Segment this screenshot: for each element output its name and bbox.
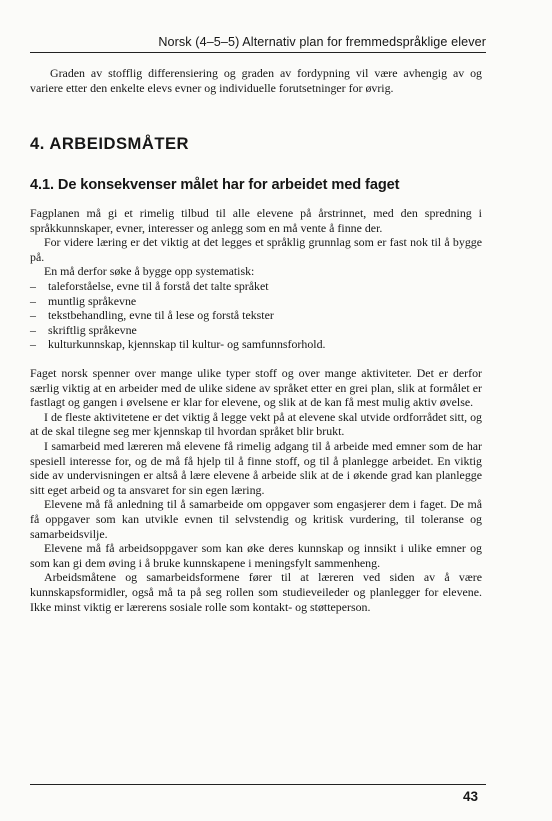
list-item-text: taleforståelse, evne til å forstå det talte språket [48,278,269,293]
list-marker: – [30,322,36,337]
paragraph: Elevene må få arbeidsoppgaver som kan øke deres kunnskap og innsikt i ulike emner og som kan gi dem øving i å bruke kunnskapene i meningsfylt sammenheng. [30,541,482,570]
list-marker: – [30,278,36,293]
paragraph: En må derfor søke å bygge opp systematisk: [44,264,255,279]
list-item-text: skriftlig språkevne [48,322,137,337]
paragraph: I de fleste aktivitetene er det viktig å legge vekt på at elevene skal utvide ordforrådet sitt, og at de skal tilegne seg mer kjennskap til hvordan språket blir brukt. [30,409,482,439]
paragraph: Faget norsk spenner over mange ulike typer stoff og over mange aktiviteter. Det er derfor særlig viktig at en arbeider med de ulike sidene av språket etter en grei plan, slik at formålet er fastlagt og gangen i øvelsene er klar for elevene, og slik at de kan få mest mulig aktiv øvelse. [30,366,482,410]
section-heading: 4. ARBEIDSMÅTER [30,134,190,153]
paragraph: Elevene må få anledning til å samarbeide om oppgaver som engasjerer dem i faget. De må få oppgaver som kan utvikle evnen til selvstendig og kritisk vurdering, til toleranse og samarbeidsvilje. [30,497,482,541]
skills-list [30,279,482,352]
running-header: Norsk (4–5–5) Alternativ plan for fremmedspråklige elever [158,35,486,49]
header-rule [30,52,486,53]
subsection-heading: 4.1. De konsekvenser målet har for arbeidet med faget [30,177,400,193]
list-item-text: muntlig språkevne [48,293,137,308]
paragraph: Arbeidsmåtene og samarbeidsformene fører til at læreren ved siden av å være kunnskapsformidler, også må ta på seg rollen som studieveileder og planlegger for elevene. Ikke minst viktig er lærerens sosiale rolle som kontakt- og støtteperson. [30,570,482,614]
list-item-text: tekstbehandling, evne til å lese og forstå tekster [48,308,274,323]
list-marker: – [30,337,36,352]
list-item-text: kulturkunnskap, kjennskap til kultur- og samfunnsforhold. [48,337,326,352]
list-item [30,279,482,294]
list-marker: – [30,308,36,323]
subsection-body [30,206,482,352]
intro-paragraph: Graden av stofflig differensiering og graden av fordypning vil være avhengig av og variere etter den enkelte elevs evner og individuelle forutsetninger for øvrig. [30,66,482,95]
paragraph: Fagplanen må gi et rimelig tilbud til alle elevene på årstrinnet, med den spredning i språkkunnskaper, evner, interesser og anlegg som en må vente å finne der. [30,206,482,235]
work-methods-body [30,366,482,614]
paragraph: For videre læring er det viktig at det legges et språklig grunnlag som er fast nok til å bygge på. [30,235,482,264]
paragraph: I samarbeid med læreren må elevene få rimelig adgang til å arbeide med emner som de har spesiell interesse for, og de må få hjelp til å finne stoff, og til å planlegge arbeidet. En viktig side av undervisningen er altså å lære elevene å arbeide slik at de i økende grad kan planlegge sitt eget arbeid og ta ansvaret for sin egen læring. [30,438,482,497]
list-item [30,323,482,338]
list-item [30,337,482,352]
footer-rule [30,784,486,785]
page-number: 43 [462,789,478,804]
list-marker: – [30,293,36,308]
list-item [30,294,482,309]
list-item [30,308,482,323]
